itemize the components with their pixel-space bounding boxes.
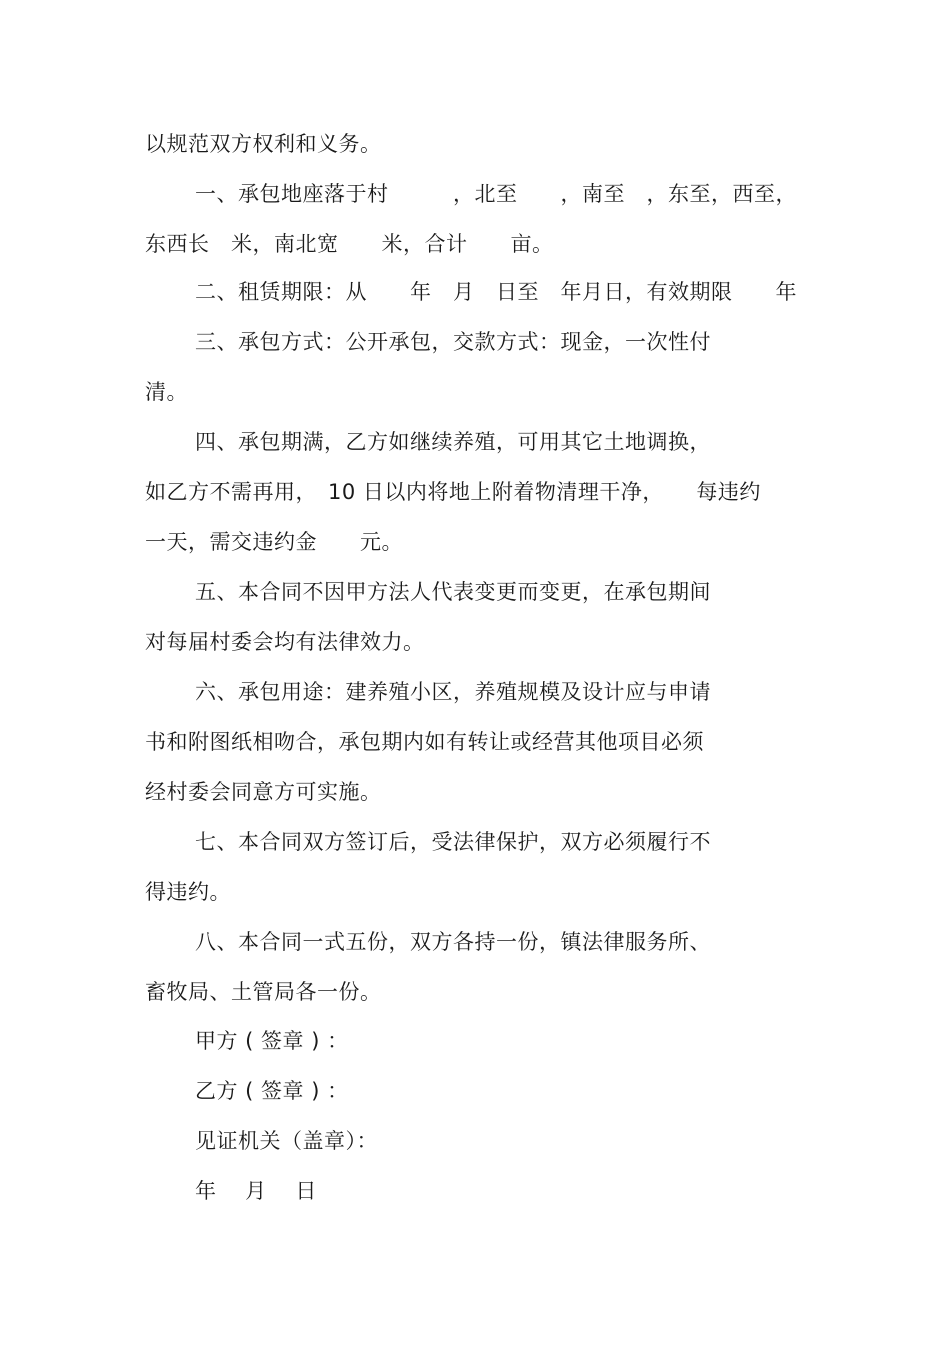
clause-2-line: 二、租赁期限：从 年 月 日至 年月日，有效期限 年 bbox=[195, 280, 797, 304]
clause-4-line-2: 如乙方不需再用， 10 日以内将地上附着物清理干净， 每违约 bbox=[145, 480, 761, 504]
clause-3-line-1: 三、承包方式：公开承包，交款方式：现金，一次性付 bbox=[195, 330, 711, 354]
party-b-signature: 乙方 ( 签章 ) ： bbox=[195, 1079, 349, 1103]
clause-7-line-1: 七、本合同双方签订后，受法律保护，双方必须履行不 bbox=[195, 830, 711, 854]
clause-7-line-2: 得违约。 bbox=[145, 880, 231, 904]
clause-8-line-1: 八、本合同一式五份，双方各持一份，镇法律服务所、 bbox=[195, 930, 711, 954]
text-line: 以规范双方权利和义务。 bbox=[145, 132, 382, 156]
clause-1-line-2: 东西长 米，南北宽 米，合计 亩。 bbox=[145, 232, 554, 256]
clause-6-line-2: 书和附图纸相吻合，承包期内如有转让或经营其他项目必须 bbox=[145, 730, 704, 754]
clause-4-line-3: 一天，需交违约金 元。 bbox=[145, 530, 403, 554]
clause-3-line-2: 清。 bbox=[145, 380, 188, 404]
clause-5-line-1: 五、本合同不因甲方法人代表变更而变更，在承包期间 bbox=[195, 580, 711, 604]
clause-6-line-1: 六、承包用途：建养殖小区，养殖规模及设计应与申请 bbox=[195, 680, 711, 704]
clause-1-line-1: 一、承包地座落于村 ，北至 ，南至 ，东至，西至， bbox=[195, 182, 797, 206]
clause-8-line-2: 畜牧局、土管局各一份。 bbox=[145, 980, 382, 1004]
signing-date: 年 月 日 bbox=[195, 1179, 317, 1203]
witness-seal: 见证机关（盖章）： bbox=[195, 1129, 378, 1153]
clause-6-line-3: 经村委会同意方可实施。 bbox=[145, 780, 382, 804]
clause-4-line-1: 四、承包期满，乙方如继续养殖，可用其它土地调换， bbox=[195, 430, 711, 454]
clause-5-line-2: 对每届村委会均有法律效力。 bbox=[145, 630, 425, 654]
party-a-signature: 甲方 ( 签章 ) ： bbox=[195, 1029, 349, 1053]
